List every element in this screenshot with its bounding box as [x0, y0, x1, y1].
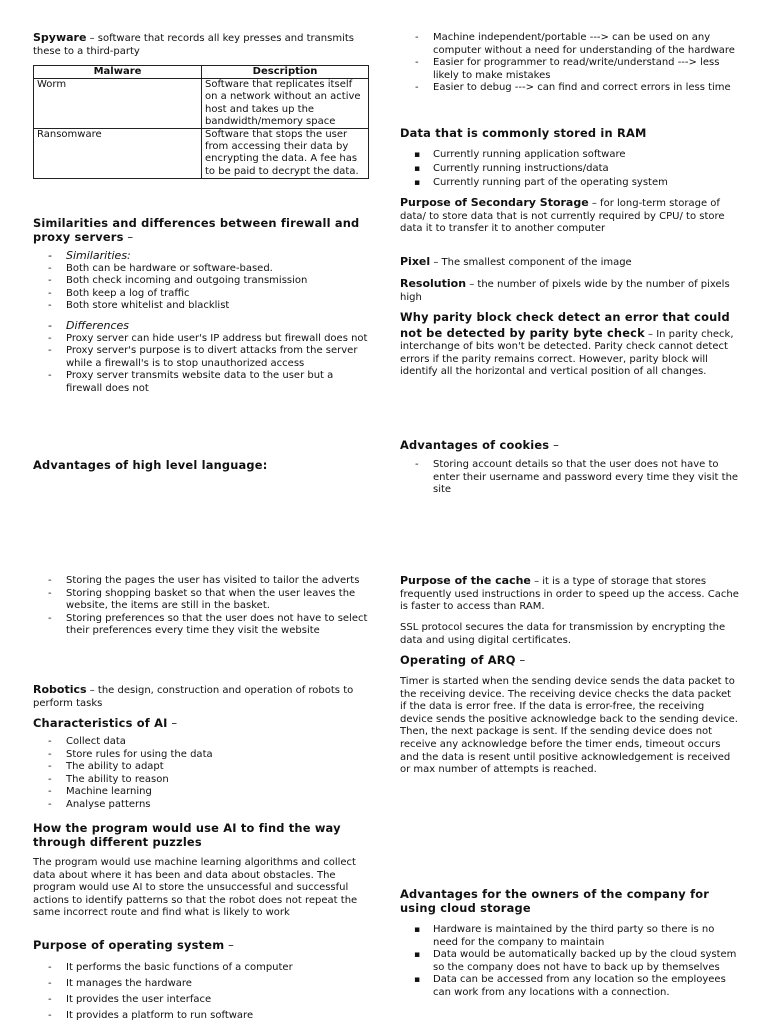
list-item: ▪ Hardware is maintained by the third party so there is no need for the company to maintain — [400, 924, 740, 949]
list-item: - Both keep a log of traffic — [33, 288, 369, 301]
parity-text: – In parity check, interchange of bits won't be detected. Parity check cannot detect errors if the parity remains correct. However, parity block will identify all the horizontal and vertical position of all changes. — [400, 328, 734, 378]
table-row — [34, 129, 369, 179]
secondary-storage — [400, 197, 740, 236]
os-section — [33, 938, 369, 1024]
malware-name: Ransomware — [34, 129, 202, 179]
list-item: - Storing the pages the user has visited to tailor the adverts — [33, 575, 369, 588]
parity-section — [400, 310, 740, 379]
arq-section — [400, 653, 740, 777]
heading-dash: – — [224, 938, 235, 952]
list-item: - Analyse patterns — [33, 799, 369, 812]
spyware-term: Spyware — [33, 31, 87, 44]
ai-list — [33, 736, 369, 812]
list-item: - Proxy server's purpose is to divert attacks from the server while a firewall's is to stop unauthorized access — [33, 345, 369, 370]
resolution-term: Resolution — [400, 277, 467, 290]
cloud-list — [400, 924, 740, 1000]
list-item: - Storing preferences so that the user does not have to select their preferences every time they visit the website — [33, 613, 369, 638]
list-item: - Both store whitelist and blacklist — [33, 300, 369, 313]
arq-heading: Operating of ARQ — [400, 653, 516, 667]
ram-list — [400, 148, 740, 190]
list-item: - Machine learning — [33, 786, 369, 799]
spyware-definition — [33, 32, 369, 58]
cookies-list — [400, 459, 740, 497]
list-item: - The ability to adapt — [33, 761, 369, 774]
puzzles-heading: How the program would use AI to find the way through different puzzles — [33, 821, 341, 849]
heading-dash: – — [549, 438, 559, 452]
arq-text: Timer is started when the sending device sends the data packet to the receiving device. The receiving device checks the data packet if the data is error free. If the data is error-free, the receiving device sends the positive acknowledge back to the sending device. Then, the next package is sent. If the sending device does not receive any acknowledge before the timer ends, timeout occurs and the data is resent until positive acknowledgement is received or max number of attempts is reached. — [400, 676, 738, 776]
list-item: - Proxy server can hide user's IP address but firewall does not — [33, 333, 369, 346]
list-item: - Storing account details so that the user does not have to enter their username and password every time they visit the site — [400, 459, 740, 497]
list-item: - Both can be hardware or software-based. — [33, 263, 369, 276]
similarities-title: - Similarities: — [33, 250, 369, 263]
list-item: - Store rules for using the data — [33, 749, 369, 762]
list-item: - Both check incoming and outgoing transmission — [33, 275, 369, 288]
similarities-list — [33, 250, 369, 313]
cookies-continued-list — [33, 575, 369, 638]
hll-heading: Advantages of high level language: — [33, 458, 268, 472]
table-header-row — [34, 66, 369, 79]
malware-description: Software that replicates itself on a network without an active host and takes up the bandwidth/memory space — [202, 79, 369, 129]
pixel-definition — [400, 256, 740, 270]
pixel-text: – The smallest component of the image — [430, 257, 632, 268]
pixel-term: Pixel — [400, 255, 431, 268]
heading-dash: – — [123, 230, 134, 244]
secondary-text: – for long-term storage of data/ to store data that is not currently required by CPU/ to store data it to transfer it to another computer — [400, 198, 725, 235]
cache-text: – it is a type of storage that stores frequently used instructions in order to speed up the access. Cache is faster to access than RAM. — [400, 576, 739, 613]
cloud-heading: Advantages for the owners of the company for using cloud storage — [400, 887, 710, 915]
firewall-heading: Similarities and differences between firewall and proxy servers — [33, 216, 360, 244]
resolution-definition — [400, 278, 740, 304]
cookies-section — [400, 438, 740, 497]
hll-advantages — [400, 32, 740, 95]
robotics-definition — [33, 684, 369, 710]
table-header: Malware — [34, 66, 202, 79]
spyware-text: – software that records all key presses and transmits these to a third-party — [33, 33, 354, 57]
puzzles-text: The program would use machine learning algorithms and collect data about where it has been and data about obstacles. The program would use AI to store the unsuccessful and successful actions to identify patterns so that the robot does not repeat the same incorrect route and find what is likely to work — [33, 857, 358, 919]
os-heading: Purpose of operating system — [33, 938, 225, 952]
ai-heading: Characteristics of AI — [33, 716, 168, 730]
list-item: ▪ Data can be accessed from any location so the employees can work from any locations with a connection. — [400, 974, 740, 999]
hll-list — [400, 32, 740, 95]
parity-term: Why parity block check detect an error that could not be detected by parity byte check — [400, 310, 730, 340]
table-header: Description — [202, 66, 369, 79]
list-item: - It manages the hardware — [33, 976, 369, 992]
os-list — [33, 960, 369, 1024]
firewall-section — [33, 216, 369, 396]
malware-name: Worm — [34, 79, 202, 129]
differences-title: - Differences — [33, 320, 369, 333]
cloud-section — [400, 887, 740, 1000]
secondary-term: Purpose of Secondary Storage — [400, 196, 589, 209]
list-item: - The ability to reason — [33, 774, 369, 787]
table-row — [34, 79, 369, 129]
ssl-note — [400, 622, 740, 647]
ram-heading: Data that is commonly stored in RAM — [400, 126, 647, 140]
list-item: ▪ Currently running application software — [400, 148, 740, 162]
resolution-text: – the number of pixels wide by the number of pixels high — [400, 279, 730, 303]
list-item: - Easier for programmer to read/write/understand ---> less likely to make mistakes — [400, 57, 740, 82]
list-item: - Storing shopping basket so that when the user leaves the website, the items are still in the basket. — [33, 588, 369, 613]
ai-section — [33, 716, 369, 812]
ssl-text: SSL protocol secures the data for transmission by encrypting the data and using digital certificates. — [400, 622, 726, 646]
cookies-continued — [33, 575, 369, 638]
heading-dash: – — [515, 653, 526, 667]
cookies-heading: Advantages of cookies — [400, 438, 550, 452]
malware-table — [33, 65, 369, 179]
list-item: ▪ Data would be automatically backed up by the cloud system so the company does not have to back up by themselves — [400, 949, 740, 974]
heading-dash: – — [167, 716, 178, 730]
hll-section — [33, 458, 369, 472]
list-item: - Proxy server transmits website data to the user but a firewall does not — [33, 370, 369, 395]
robotics-text: – the design, construction and operation of robots to perform tasks — [33, 685, 354, 709]
list-item: - It performs the basic functions of a computer — [33, 960, 369, 976]
list-item: - It provides the user interface — [33, 992, 369, 1008]
robotics-term: Robotics — [33, 683, 87, 696]
malware-description: Software that stops the user from accessing their data by encrypting the data. A fee has to be paid to decrypt the data. — [202, 129, 369, 179]
ram-section — [400, 126, 740, 190]
list-item: - Easier to debug ---> can find and correct errors in less time — [400, 82, 740, 95]
list-item: ▪ Currently running part of the operating system — [400, 176, 740, 190]
cache-section — [400, 575, 740, 614]
puzzles-section — [33, 821, 373, 920]
list-item: - It provides a platform to run software — [33, 1008, 369, 1024]
cache-term: Purpose of the cache — [400, 574, 531, 587]
list-item: ▪ Currently running instructions/data — [400, 162, 740, 176]
malware-table-wrapper — [33, 65, 369, 179]
list-item: - Machine independent/portable ---> can be used on any computer without a need for understanding of the hardware — [400, 32, 740, 57]
differences-list — [33, 320, 369, 396]
list-item: - Collect data — [33, 736, 369, 749]
